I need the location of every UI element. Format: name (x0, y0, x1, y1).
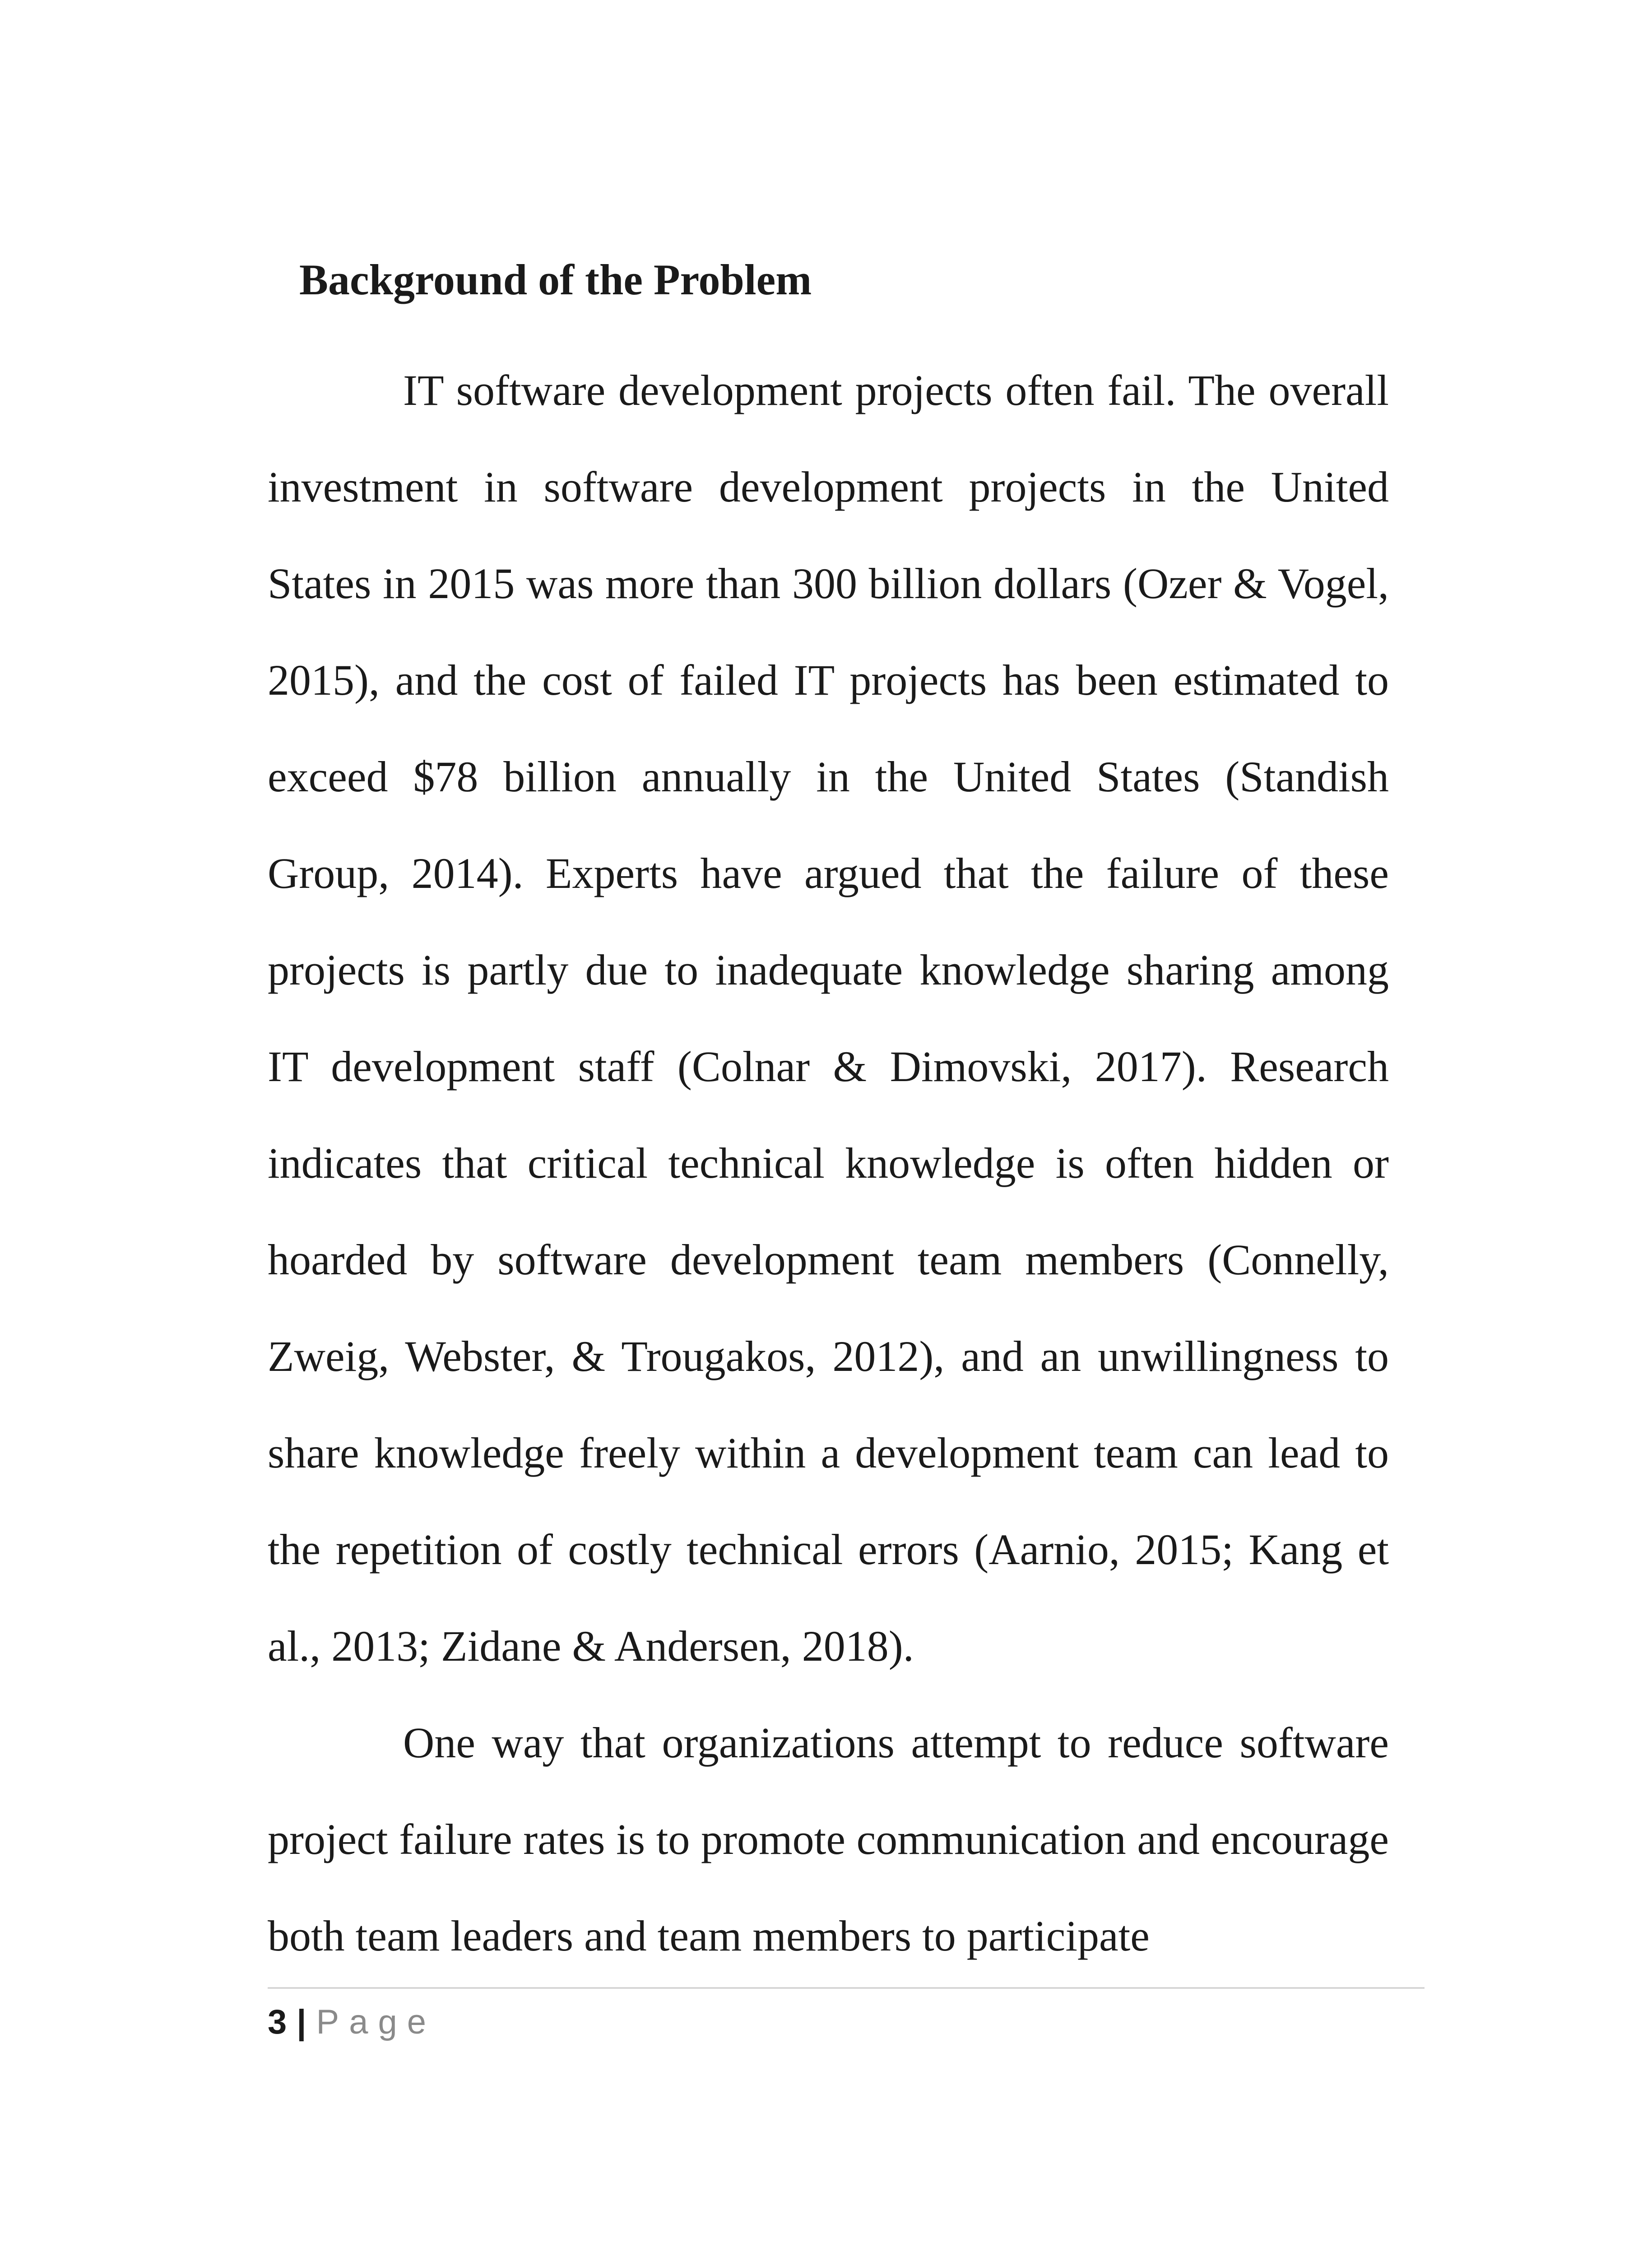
footer-divider (268, 1987, 1425, 1989)
footer-separator: | (297, 2003, 306, 2041)
body-text (268, 342, 1389, 1984)
paragraph: IT software development projects often fail. The overall investment in software development projects in the United States in 2015 was more than 300 billion dollars (Ozer & Vogel, 2015), and the cost of failed IT projects has been estimated to exceed $78 billion annually in the United States (Standish Group, 2014). Experts have argued that the failure of these projects is partly due to inadequate knowledge sharing among IT development staff (Colnar & Dimovski, 2017). Research indicates that critical technical knowledge is often hidden or hoarded by software development team members (Connelly, Zweig, Webster, & Trougakos, 2012), and an unwillingness to share knowledge freely within a development team can lead to the repetition of costly technical errors (Aarnio, 2015; Kang et al., 2013; Zidane & Andersen, 2018). (268, 366, 1389, 1670)
page-footer (268, 1995, 436, 2049)
page-number: 3 (268, 2003, 287, 2041)
paragraph: One way that organizations attempt to reduce software project failure rates is to promote communication and encourage both team leaders and team members to participate (268, 1718, 1389, 1960)
page-label: Page (316, 2003, 436, 2041)
section-heading: Background of the Problem (299, 255, 812, 304)
